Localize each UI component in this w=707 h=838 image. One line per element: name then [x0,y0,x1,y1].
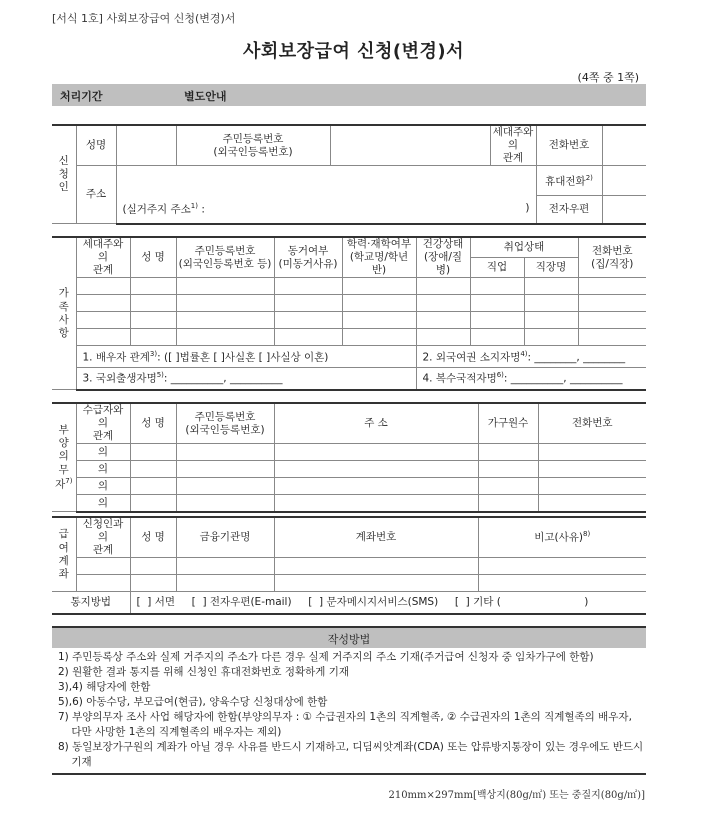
guide-list [52,648,646,775]
mobile-field[interactable] [602,166,646,196]
supporter-section-label: 부 양 의 무 자$^{7)}$ [52,403,76,512]
spouse-relation-note: 1. 배우자 관계$^{3)}$: ([ ]법률혼 [ ]사실혼 [ ]사실상 이혼) [76,346,416,368]
table-row [52,575,646,592]
family-section-label: 가 족 사 항 [52,237,76,390]
supporter-table [52,402,646,513]
family-relation-header: 세대주와의 관계 [76,237,130,278]
phone-label: 전화번호 [536,125,602,166]
rrn-label: 주민등록번호 (외국인등록번호) [176,125,330,166]
paper-spec: 210mm×297mm[백상지(80g/㎡) 또는 중질지(80g/㎡)] [388,790,645,801]
bank-header: 금융기관명 [176,517,274,558]
guide-item: 3),4) 해당자에 한함 [58,681,151,693]
supporter-rrn-header: 주민등록번호 (외국인등록번호) [176,403,274,444]
supporter-name-header: 성 명 [130,403,176,444]
guide-item: 기재 [58,756,92,768]
guide-item: 7) 부양의무자 조사 사업 해당자에 한함(부양의무자 : ① 수급권자의 1촌의 직계혈족, ② 수급권자의 1촌의 직계혈족의 배우자, [58,711,632,723]
table-row [52,295,646,312]
notify-method-label: 통지방법 [52,592,130,614]
relation-label: 세대주와의 관계 [490,125,536,166]
actual-address-field[interactable]: (실거주지 주소$^{1)}$ : ) [116,196,536,224]
supporter-household-header: 가구원수 [478,403,538,444]
table-row: 의 [52,478,646,495]
table-row [52,558,646,575]
account-section-label: 급 여 계 좌 [52,517,76,592]
phone-field[interactable] [602,125,646,166]
processing-period-bar [52,84,646,106]
table-row: 의 [52,495,646,512]
family-cohabit-header: 동거여부 (미동거사유) [274,237,342,278]
email-field[interactable] [602,196,646,224]
page-title: 사회보장급여 신청(변경)서 [243,41,464,62]
supporter-address-header: 주 소 [274,403,478,444]
family-rrn-header: 주민등록번호 (외국인등록번호 등) [176,237,274,278]
table-row [52,278,646,295]
family-phone-header: 전화번호 (집/직장) [578,237,646,278]
form-number: [서식 1호] 사회보장급여 신청(변경)서 [52,12,236,25]
table-row: 의 [52,461,646,478]
email-label: 전자우편 [536,196,602,224]
rrn-field[interactable] [330,125,490,166]
dual-nationality-note: 4. 복수국적자명$^{6)}$: __________, __________ [416,368,646,390]
table-row: 의 [52,444,646,461]
family-employment-header: 취업상태 [470,237,578,257]
supporter-relation-header: 수급자와의 관계 [76,403,130,444]
address-field[interactable] [116,166,536,196]
name-field[interactable] [116,125,176,166]
family-workplace-header: 직장명 [524,257,578,277]
notify-method-options[interactable]: [ ] 서면 [ ] 전자우편(E-mail) [ ] 문자메시지서비스(SMS) [ ] 기타 ( ) [130,592,646,614]
page-indicator: (4쪽 중 1쪽) [577,71,639,84]
supporter-phone-header: 전화번호 [538,403,646,444]
table-row [52,329,646,346]
account-relation-header: 신청인과의 관계 [76,517,130,558]
processing-period-value: 별도안내 [184,90,227,103]
applicant-table [52,124,646,225]
mobile-label: 휴대전화$^{2)}$ [536,166,602,196]
table-row [52,312,646,329]
guide-item: 다만 사망한 1촌의 직계혈족의 배우자는 제외) [58,726,282,738]
family-health-header: 건강상태 (장애/질병) [416,237,470,278]
account-name-header: 성 명 [130,517,176,558]
guide-item: 8) 동일보장가구원의 계좌가 아닐 경우 사유를 반드시 기재하고, 디딤씨앗계좌(CDA) 또는 압류방지통장이 있는 경우에도 반드시 [58,741,644,753]
remark-header: 비고(사유)$^{8)}$ [478,517,646,558]
processing-period-label: 처리기간 [60,90,103,103]
applicant-section-label: 신 청 인 [52,125,76,224]
name-label: 성명 [76,125,116,166]
family-name-header: 성 명 [130,237,176,278]
account-number-header: 계좌번호 [274,517,478,558]
guide-item: 1) 주민등록상 주소와 실제 거주지의 주소가 다른 경우 실제 거주지의 주소 기재(주거급여 신청자 중 임차가구에 한함) [58,651,594,663]
guide-title: 작성방법 [52,626,646,648]
foreign-passport-note: 2. 외국여권 소지자명$^{4)}$: ________, ________ [416,346,646,368]
overseas-birth-note: 3. 국외출생자명$^{5)}$: __________, __________ [76,368,416,390]
guide-item: 2) 원활한 결과 통지를 위해 신청인 휴대전화번호 정확하게 기재 [58,666,350,678]
family-education-header: 학력·재학여부 (학교명/학년반) [342,237,416,278]
family-table [52,236,646,391]
account-table [52,516,646,615]
family-job-header: 직업 [470,257,524,277]
address-label: 주소 [76,166,116,224]
guide-item: 5),6) 아동수당, 부모급여(현금), 양육수당 신청대상에 한함 [58,696,328,708]
